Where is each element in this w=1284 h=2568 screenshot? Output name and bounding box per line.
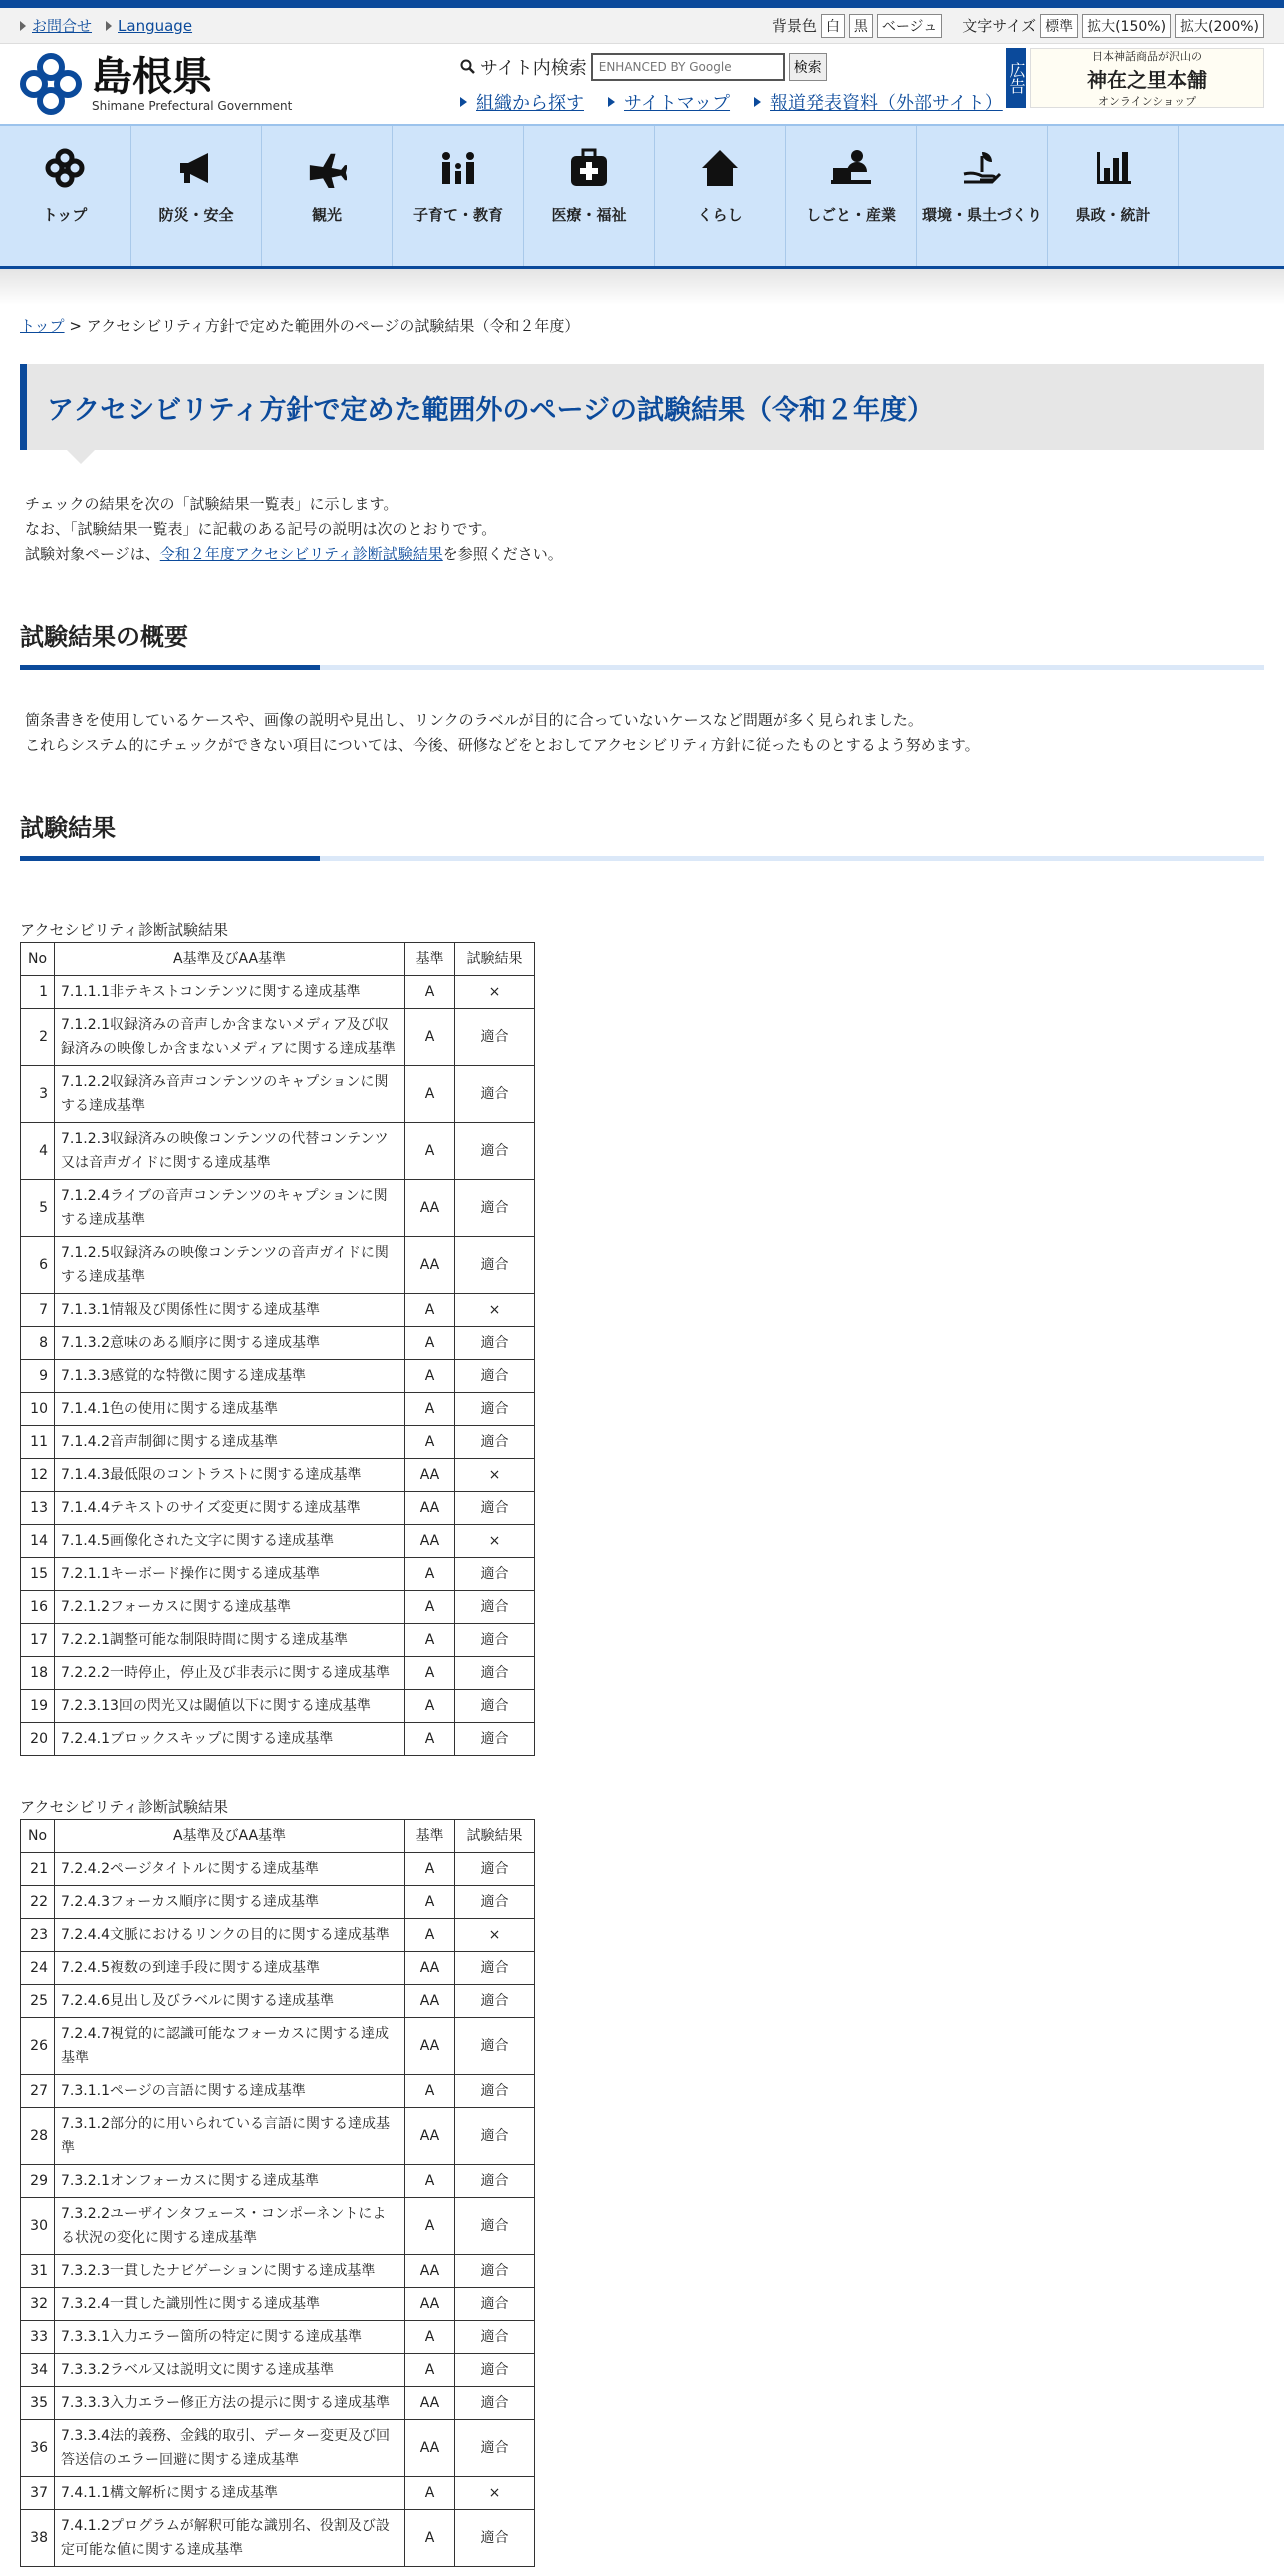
col-no: No — [21, 1820, 55, 1853]
cell-level: A — [405, 1327, 455, 1360]
cell-no: 31 — [21, 2255, 55, 2288]
cell-criterion: 7.1.2.3収録済みの映像コンテンツの代替コンテンツ又は音声ガイドに関する達成基準 — [55, 1123, 405, 1180]
cell-criterion: 7.2.1.2フォーカスに関する達成基準 — [55, 1591, 405, 1624]
cell-result: 適合 — [455, 2288, 535, 2321]
cell-level: AA — [405, 2420, 455, 2477]
col-level: 基準 — [405, 943, 455, 976]
cell-criterion: 7.3.3.1入力エラー箇所の特定に関する達成基準 — [55, 2321, 405, 2354]
search-button[interactable]: 検索 — [789, 53, 827, 81]
cell-result: 適合 — [455, 1952, 535, 1985]
nav-label: しごと・産業 — [805, 206, 896, 224]
table-row — [21, 1657, 535, 1690]
ad-banner[interactable] — [1030, 48, 1264, 108]
nav-label: 県政・統計 — [1075, 206, 1151, 224]
ad-area — [1006, 48, 1264, 108]
table-row — [21, 1123, 535, 1180]
cell-result: 適合 — [455, 1624, 535, 1657]
cell-level: AA — [405, 2288, 455, 2321]
table-row — [21, 1009, 535, 1066]
cell-level: AA — [405, 1492, 455, 1525]
results-heading: 試験結果 — [20, 808, 1264, 855]
cell-result: 適合 — [455, 1492, 535, 1525]
site-search — [460, 53, 1003, 115]
table-row — [21, 2510, 535, 2567]
font-size-150-button[interactable]: 拡大(150%) — [1082, 14, 1171, 38]
nav-item-statistics[interactable] — [1048, 126, 1179, 266]
bg-color-label: 背景色 — [771, 17, 817, 35]
cell-criterion: 7.2.2.1調整可能な制限時間に関する達成基準 — [55, 1624, 405, 1657]
cell-level: AA — [405, 2255, 455, 2288]
nav-label: くらし — [697, 206, 743, 224]
cell-level: A — [405, 2321, 455, 2354]
cell-result: 適合 — [455, 2510, 535, 2567]
cell-level: A — [405, 1690, 455, 1723]
cell-result: 適合 — [455, 2387, 535, 2420]
cell-level: AA — [405, 2387, 455, 2420]
table-row — [21, 2387, 535, 2420]
table-row — [21, 2198, 535, 2255]
cell-result: 適合 — [455, 1180, 535, 1237]
intro-line: チェックの結果を次の「試験結果一覧表」に示します。 — [25, 495, 399, 513]
cell-criterion: 7.2.4.1ブロックスキップに関する達成基準 — [55, 1723, 405, 1756]
cell-level: A — [405, 1393, 455, 1426]
medical-icon — [569, 148, 609, 188]
table-row — [21, 2321, 535, 2354]
cell-level: A — [405, 2198, 455, 2255]
megaphone-icon — [176, 148, 216, 188]
cell-criterion: 7.2.1.1キーボード操作に関する達成基準 — [55, 1558, 405, 1591]
table-row — [21, 1919, 535, 1952]
table-row — [21, 1525, 535, 1558]
cell-no: 32 — [21, 2288, 55, 2321]
cell-criterion: 7.3.3.3入力エラー修正方法の提示に関する達成基準 — [55, 2387, 405, 2420]
cell-no: 20 — [21, 1723, 55, 1756]
cell-criterion: 7.2.3.13回の閃光又は閾値以下に関する達成基準 — [55, 1690, 405, 1723]
bg-black-button[interactable]: 黒 — [849, 14, 873, 38]
org-search-label: 組織から探す — [476, 93, 584, 114]
cell-level: A — [405, 1919, 455, 1952]
cell-level: AA — [405, 1180, 455, 1237]
cell-no: 30 — [21, 2198, 55, 2255]
table-row — [21, 1853, 535, 1886]
cell-no: 13 — [21, 1492, 55, 1525]
cell-criterion: 7.1.3.1情報及び関係性に関する達成基準 — [55, 1294, 405, 1327]
cell-criterion: 7.2.2.2一時停止，停止及び非表示に関する達成基準 — [55, 1657, 405, 1690]
summary-heading: 試験結果の概要 — [20, 617, 1264, 664]
cell-criterion: 7.1.3.3感覚的な特徴に関する達成基準 — [55, 1360, 405, 1393]
contact-label: お問合せ — [32, 17, 93, 35]
col-criterion: A基準及びAA基準 — [55, 1820, 405, 1853]
cell-no: 26 — [21, 2018, 55, 2075]
table-row — [21, 1426, 535, 1459]
cell-result: × — [455, 976, 535, 1009]
cell-no: 37 — [21, 2477, 55, 2510]
cell-no: 33 — [21, 2321, 55, 2354]
cell-level: A — [405, 1886, 455, 1919]
table-row — [21, 1393, 535, 1426]
intro-line: なお、「試験結果一覧表」に記載のある記号の説明は次のとおりです。 — [25, 520, 497, 538]
cell-result: × — [455, 1525, 535, 1558]
cell-criterion: 7.1.2.5収録済みの映像コンテンツの音声ガイドに関する達成基準 — [55, 1237, 405, 1294]
cell-level: AA — [405, 2108, 455, 2165]
arrow-icon — [460, 97, 468, 107]
table-row — [21, 1360, 535, 1393]
nav-item-living[interactable] — [655, 126, 786, 266]
cell-level: A — [405, 2075, 455, 2108]
results-table-1 — [20, 942, 535, 1756]
ad-line3: オンラインショップ — [1097, 94, 1197, 108]
cell-no: 34 — [21, 2354, 55, 2387]
cell-result: × — [455, 2477, 535, 2510]
table-row — [21, 1886, 535, 1919]
table-row — [21, 1690, 535, 1723]
cell-result: 適合 — [455, 1327, 535, 1360]
cell-no: 28 — [21, 2108, 55, 2165]
cell-result: 適合 — [455, 1009, 535, 1066]
cell-level: A — [405, 976, 455, 1009]
table-row — [21, 2165, 535, 2198]
bg-beige-button[interactable]: ベージュ — [877, 14, 942, 38]
airplane-icon — [307, 148, 347, 188]
cell-result: 適合 — [455, 2321, 535, 2354]
search-icon — [460, 59, 476, 75]
press-release-link[interactable] — [754, 89, 1003, 115]
cell-level: A — [405, 1426, 455, 1459]
language-label: Language — [118, 16, 193, 35]
cell-criterion: 7.2.4.5複数の到達手段に関する達成基準 — [55, 1952, 405, 1985]
cell-no: 12 — [21, 1459, 55, 1492]
cell-no: 8 — [21, 1327, 55, 1360]
nav-item-disaster[interactable] — [131, 126, 262, 266]
table-row — [21, 2075, 535, 2108]
logo-text-en: Shimane Prefectural Government — [92, 99, 293, 113]
cell-level: A — [405, 1009, 455, 1066]
cell-level: A — [405, 2477, 455, 2510]
cell-level: AA — [405, 2018, 455, 2075]
table-row — [21, 1180, 535, 1237]
cell-no: 35 — [21, 2387, 55, 2420]
cell-no: 27 — [21, 2075, 55, 2108]
cell-level: A — [405, 2510, 455, 2567]
cell-criterion: 7.2.4.7視覚的に認識可能なフォーカスに関する達成基準 — [55, 2018, 405, 2075]
cell-no: 18 — [21, 1657, 55, 1690]
cell-criterion: 7.2.4.2ページタイトルに関する達成基準 — [55, 1853, 405, 1886]
cell-level: A — [405, 1723, 455, 1756]
cell-result: 適合 — [455, 1657, 535, 1690]
arrow-icon — [608, 97, 616, 107]
cell-criterion: 7.1.2.4ライブの音声コンテンツのキャプションに関する達成基準 — [55, 1180, 405, 1237]
table-row — [21, 1985, 535, 2018]
cell-no: 24 — [21, 1952, 55, 1985]
cell-no: 9 — [21, 1360, 55, 1393]
cell-criterion: 7.3.1.1ページの言語に関する達成基準 — [55, 2075, 405, 2108]
cell-criterion: 7.3.2.4一貫した識別性に関する達成基準 — [55, 2288, 405, 2321]
cell-level: AA — [405, 1459, 455, 1492]
cell-result: 適合 — [455, 2165, 535, 2198]
cell-criterion: 7.1.2.1収録済みの音声しか含まないメディア及び収録済みの映像しか含まないメディアに関する達成基準 — [55, 1009, 405, 1066]
results-table-2 — [20, 1819, 535, 2567]
cell-result: 適合 — [455, 1123, 535, 1180]
breadcrumb — [0, 305, 1284, 346]
cell-no: 17 — [21, 1624, 55, 1657]
search-label: サイト内検索 — [480, 58, 587, 79]
cell-criterion: 7.3.3.4法的義務、金銭的取引、データー変更及び回答送信のエラー回避に関する達成基準 — [55, 2420, 405, 2477]
col-level: 基準 — [405, 1820, 455, 1853]
cell-result: × — [455, 1919, 535, 1952]
nav-item-medical[interactable] — [524, 126, 655, 266]
language-link[interactable] — [106, 15, 192, 36]
font-size-normal-button[interactable]: 標準 — [1040, 14, 1078, 38]
intro-line: 試験対象ページは、 — [25, 545, 160, 563]
nav-shadow — [0, 269, 1284, 305]
nav-label: 観光 — [311, 206, 342, 224]
nav-item-work[interactable] — [786, 126, 917, 266]
cell-level: A — [405, 1591, 455, 1624]
cell-criterion: 7.1.4.5画像化された文字に関する達成基準 — [55, 1525, 405, 1558]
nav-item-top[interactable] — [0, 126, 131, 266]
nav-label: 環境・県土づくり — [921, 206, 1042, 224]
cell-no: 38 — [21, 2510, 55, 2567]
arrow-icon — [754, 97, 762, 107]
cell-no: 10 — [21, 1393, 55, 1426]
cell-no: 6 — [21, 1237, 55, 1294]
work-icon — [831, 148, 871, 188]
cell-level: A — [405, 1624, 455, 1657]
table-row — [21, 976, 535, 1009]
cell-result: 適合 — [455, 1985, 535, 2018]
ad-line2: 神在之里本舗 — [1087, 67, 1207, 92]
cell-criterion: 7.1.4.4テキストのサイズ変更に関する達成基準 — [55, 1492, 405, 1525]
cell-no: 15 — [21, 1558, 55, 1591]
cell-no: 19 — [21, 1690, 55, 1723]
table-row — [21, 2420, 535, 2477]
cell-level: AA — [405, 1952, 455, 1985]
breadcrumb-separator: > — [64, 317, 87, 335]
cell-no: 36 — [21, 2420, 55, 2477]
cell-level: AA — [405, 1525, 455, 1558]
table-row — [21, 1723, 535, 1756]
table-row — [21, 1591, 535, 1624]
nav-item-childcare[interactable] — [393, 126, 524, 266]
cell-result: 適合 — [455, 1591, 535, 1624]
cell-criterion: 7.1.4.1色の使用に関する達成基準 — [55, 1393, 405, 1426]
site-header — [0, 44, 1284, 124]
table-row — [21, 1952, 535, 1985]
table-row — [21, 2108, 535, 2165]
breadcrumb-current: アクセシビリティ方針で定めた範囲外のページの試験結果（令和２年度） — [86, 317, 580, 335]
sitemap-link[interactable] — [608, 89, 730, 115]
table-row — [21, 1624, 535, 1657]
cell-level: A — [405, 1123, 455, 1180]
cell-result: × — [455, 1459, 535, 1492]
table-row — [21, 2018, 535, 2075]
cell-result: 適合 — [455, 2018, 535, 2075]
cell-no: 4 — [21, 1123, 55, 1180]
cell-result: 適合 — [455, 2108, 535, 2165]
bg-white-button[interactable]: 白 — [821, 14, 845, 38]
cell-level: A — [405, 1853, 455, 1886]
sitemap-label: サイトマップ — [624, 93, 731, 114]
cell-level: A — [405, 1066, 455, 1123]
triangle-icon — [106, 21, 112, 31]
cell-no: 14 — [21, 1525, 55, 1558]
intro-line: を参照ください。 — [442, 545, 563, 563]
font-size-label: 文字サイズ — [962, 17, 1037, 35]
col-criterion: A基準及びAA基準 — [55, 943, 405, 976]
triangle-icon — [20, 21, 26, 31]
cell-result: 適合 — [455, 1723, 535, 1756]
font-size-200-button[interactable]: 拡大(200%) — [1175, 14, 1264, 38]
nav-label: 子育て・教育 — [412, 206, 503, 224]
cell-criterion: 7.3.3.2ラベル又は説明文に関する達成基準 — [55, 2354, 405, 2387]
cell-criterion: 7.2.4.6見出し及びラベルに関する達成基準 — [55, 1985, 405, 2018]
cell-level: A — [405, 1558, 455, 1591]
nav-label: 医療・福祉 — [551, 206, 627, 224]
col-result: 試験結果 — [455, 943, 535, 976]
cell-no: 3 — [21, 1066, 55, 1123]
table-row — [21, 1327, 535, 1360]
cell-criterion: 7.4.1.2プログラムが解釈可能な識別名、役割及び設定可能な値に関する達成基準 — [55, 2510, 405, 2567]
cell-criterion: 7.3.2.2ユーザインタフェース・コンポーネントによる状況の変化に関する達成基準 — [55, 2198, 405, 2255]
cell-no: 23 — [21, 1919, 55, 1952]
table-row — [21, 1492, 535, 1525]
intro-text — [25, 492, 1259, 567]
search-input[interactable] — [591, 53, 785, 81]
top-icon — [45, 148, 85, 188]
nav-item-tourism[interactable] — [262, 126, 393, 266]
ad-line1: 日本神話商品が沢山の — [1092, 49, 1202, 63]
plant-hand-icon — [962, 148, 1002, 188]
cell-criterion: 7.1.1.1非テキストコンテンツに関する達成基準 — [55, 976, 405, 1009]
cell-no: 2 — [21, 1009, 55, 1066]
cell-no: 7 — [21, 1294, 55, 1327]
cell-criterion: 7.2.4.3フォーカス順序に関する達成基準 — [55, 1886, 405, 1919]
page-title-box — [20, 364, 1264, 450]
breadcrumb-home-link[interactable]: トップ — [20, 317, 65, 335]
cell-level: A — [405, 2354, 455, 2387]
cell-no: 22 — [21, 1886, 55, 1919]
cell-no: 29 — [21, 2165, 55, 2198]
cell-level: A — [405, 2165, 455, 2198]
cell-result: 適合 — [455, 2420, 535, 2477]
cell-level: AA — [405, 1237, 455, 1294]
cell-no: 16 — [21, 1591, 55, 1624]
cell-criterion: 7.1.2.2収録済み音声コンテンツのキャプションに関する達成基準 — [55, 1066, 405, 1123]
cell-criterion: 7.1.4.2音声制御に関する達成基準 — [55, 1426, 405, 1459]
cell-level: AA — [405, 1985, 455, 2018]
cell-criterion: 7.3.2.1オンフォーカスに関する達成基準 — [55, 2165, 405, 2198]
ad-label: 広告 — [1006, 48, 1026, 108]
cell-result: 適合 — [455, 2198, 535, 2255]
logo-text-jp: 島根県 — [92, 53, 212, 100]
cell-result: 適合 — [455, 1853, 535, 1886]
top-accent-bar — [0, 0, 1284, 8]
summary-line: これらシステム的にチェックができない項目については、今後、研修などをとおしてアクセシビリティ方針に従ったものとするよう努めます。 — [25, 736, 980, 754]
test-result-link[interactable]: 令和２年度アクセシビリティ診断試験結果 — [159, 545, 443, 563]
table-row — [21, 2354, 535, 2387]
cell-result: 適合 — [455, 1426, 535, 1459]
nav-item-environment[interactable] — [917, 126, 1048, 266]
table-row — [21, 1066, 535, 1123]
table-row — [21, 1294, 535, 1327]
summary-line: 箇条書きを使用しているケースや、画像の説明や見出し、リンクのラベルが目的に合っていないケースなど問題が多く見られました。 — [25, 711, 923, 729]
nav-label: トップ — [42, 206, 88, 224]
house-icon — [700, 148, 740, 188]
cell-result: 適合 — [455, 2354, 535, 2387]
table-row — [21, 2288, 535, 2321]
cell-criterion: 7.1.4.3最低限のコントラストに関する達成基準 — [55, 1459, 405, 1492]
table-row — [21, 2255, 535, 2288]
cell-criterion: 7.4.1.1構文解析に関する達成基準 — [55, 2477, 405, 2510]
table-row — [21, 2477, 535, 2510]
cell-result: 適合 — [455, 1886, 535, 1919]
cell-criterion: 7.1.3.2意味のある順序に関する達成基準 — [55, 1327, 405, 1360]
table-caption: アクセシビリティ診断試験結果 — [20, 921, 229, 939]
shimane-emblem-icon — [20, 53, 82, 115]
cell-no: 1 — [21, 976, 55, 1009]
cell-result: × — [455, 1294, 535, 1327]
cell-criterion: 7.3.1.2部分的に用いられている言語に関する達成基準 — [55, 2108, 405, 2165]
cell-result: 適合 — [455, 2255, 535, 2288]
table-row — [21, 1459, 535, 1492]
cell-level: A — [405, 1294, 455, 1327]
bar-chart-icon — [1093, 148, 1133, 188]
cell-criterion: 7.2.4.4文脈におけるリンクの目的に関する達成基準 — [55, 1919, 405, 1952]
cell-result: 適合 — [455, 1066, 535, 1123]
cell-no: 11 — [21, 1426, 55, 1459]
nav-label: 防災・安全 — [158, 206, 234, 224]
table-row — [21, 1237, 535, 1294]
cell-level: A — [405, 1360, 455, 1393]
cell-result: 適合 — [455, 1360, 535, 1393]
cell-result: 適合 — [455, 2075, 535, 2108]
summary-text — [25, 708, 1259, 758]
page-title: アクセシビリティ方針で定めた範囲外のページの試験結果（令和２年度） — [47, 394, 934, 426]
col-no: No — [21, 943, 55, 976]
cell-level: A — [405, 1657, 455, 1690]
cell-result: 適合 — [455, 1393, 535, 1426]
cell-no: 21 — [21, 1853, 55, 1886]
cell-result: 適合 — [455, 1690, 535, 1723]
utility-bar — [0, 8, 1284, 44]
cell-result: 適合 — [455, 1558, 535, 1591]
table-caption: アクセシビリティ診断試験結果 — [20, 1798, 229, 1816]
global-nav — [0, 124, 1284, 269]
cell-no: 5 — [21, 1180, 55, 1237]
family-icon — [438, 148, 478, 188]
cell-criterion: 7.3.2.3一貫したナビゲーションに関する達成基準 — [55, 2255, 405, 2288]
cell-no: 25 — [21, 1985, 55, 2018]
org-search-link[interactable] — [460, 89, 584, 115]
table-row — [21, 1558, 535, 1591]
contact-link[interactable] — [20, 15, 92, 36]
site-logo[interactable] — [20, 53, 440, 115]
col-result: 試験結果 — [455, 1820, 535, 1853]
cell-result: 適合 — [455, 1237, 535, 1294]
press-release-label: 報道発表資料（外部サイト） — [770, 93, 1003, 114]
